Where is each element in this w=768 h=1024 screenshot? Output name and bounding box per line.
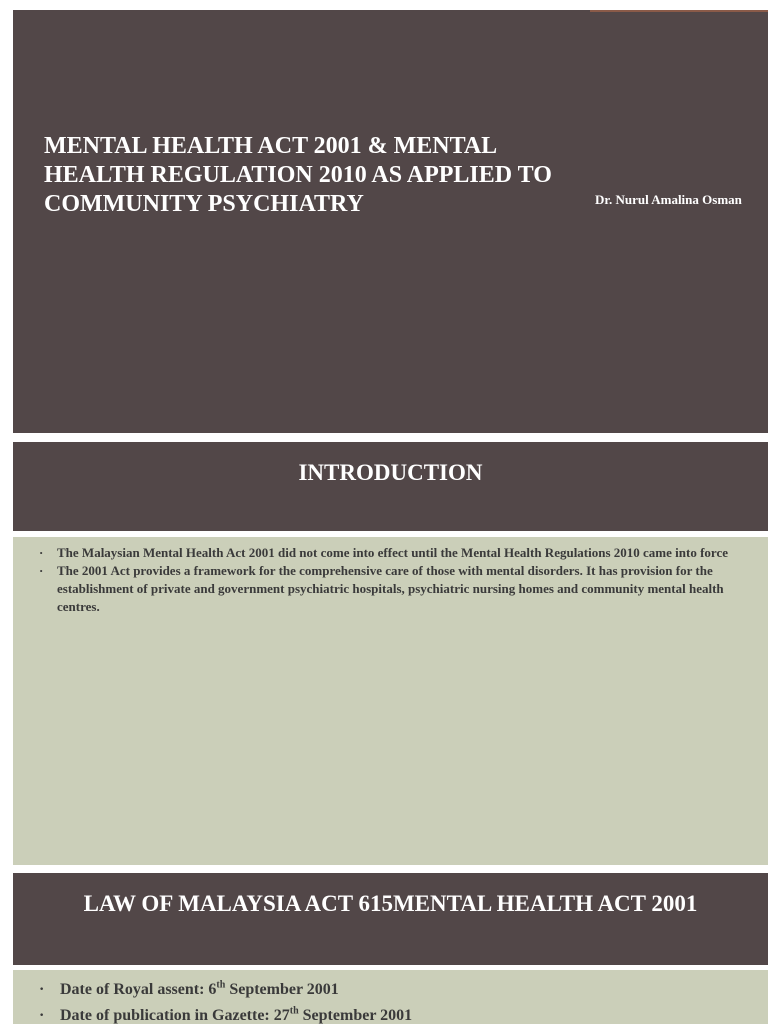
gazette-publication-month: September 2001 (298, 1007, 413, 1024)
law-heading: LAW OF MALAYSIA ACT 615MENTAL HEALTH ACT 2001 (83, 891, 698, 916)
list-item (39, 562, 738, 616)
royal-assent-text: Date of Royal assent: 6 (60, 981, 217, 998)
bullet-icon: · (39, 981, 45, 998)
law-bullet-list (13, 970, 768, 1024)
bullet-text: The Malaysian Mental Health Act 2001 did not come into effect until the Mental Health Regulations 2010 came into force (57, 545, 728, 560)
law-content (13, 970, 768, 1024)
author-name: Dr. Nurul Amalina Osman (595, 192, 742, 207)
bullet-icon: · (39, 1007, 45, 1024)
law-header (13, 873, 768, 965)
introduction-bullet-list (13, 537, 768, 616)
ordinal-suffix: th (289, 1005, 299, 1017)
list-item (39, 1003, 738, 1024)
ordinal-suffix: th (216, 979, 226, 991)
title-slide (13, 10, 768, 433)
list-item (39, 977, 738, 1003)
gazette-publication-text: Date of publication in Gazette: 27 (60, 1007, 290, 1024)
bullet-text: The 2001 Act provides a framework for the comprehensive care of those with mental disorders. It has provision for the establishment of private and government psychiatric hospitals, psychiatric nursing homes and community mental health centres. (57, 563, 724, 614)
introduction-header (13, 442, 768, 531)
bullet-icon: · (39, 545, 44, 560)
accent-line (590, 10, 768, 12)
bullet-icon: · (39, 563, 44, 578)
presentation-title: MENTAL HEALTH ACT 2001 & MENTAL HEALTH REGULATION 2010 AS APPLIED TO COMMUNITY PSYCHIATRY (44, 133, 552, 217)
introduction-content (13, 537, 768, 865)
introduction-heading: INTRODUCTION (298, 460, 483, 485)
list-item (39, 544, 738, 562)
royal-assent-month: September 2001 (225, 981, 339, 998)
